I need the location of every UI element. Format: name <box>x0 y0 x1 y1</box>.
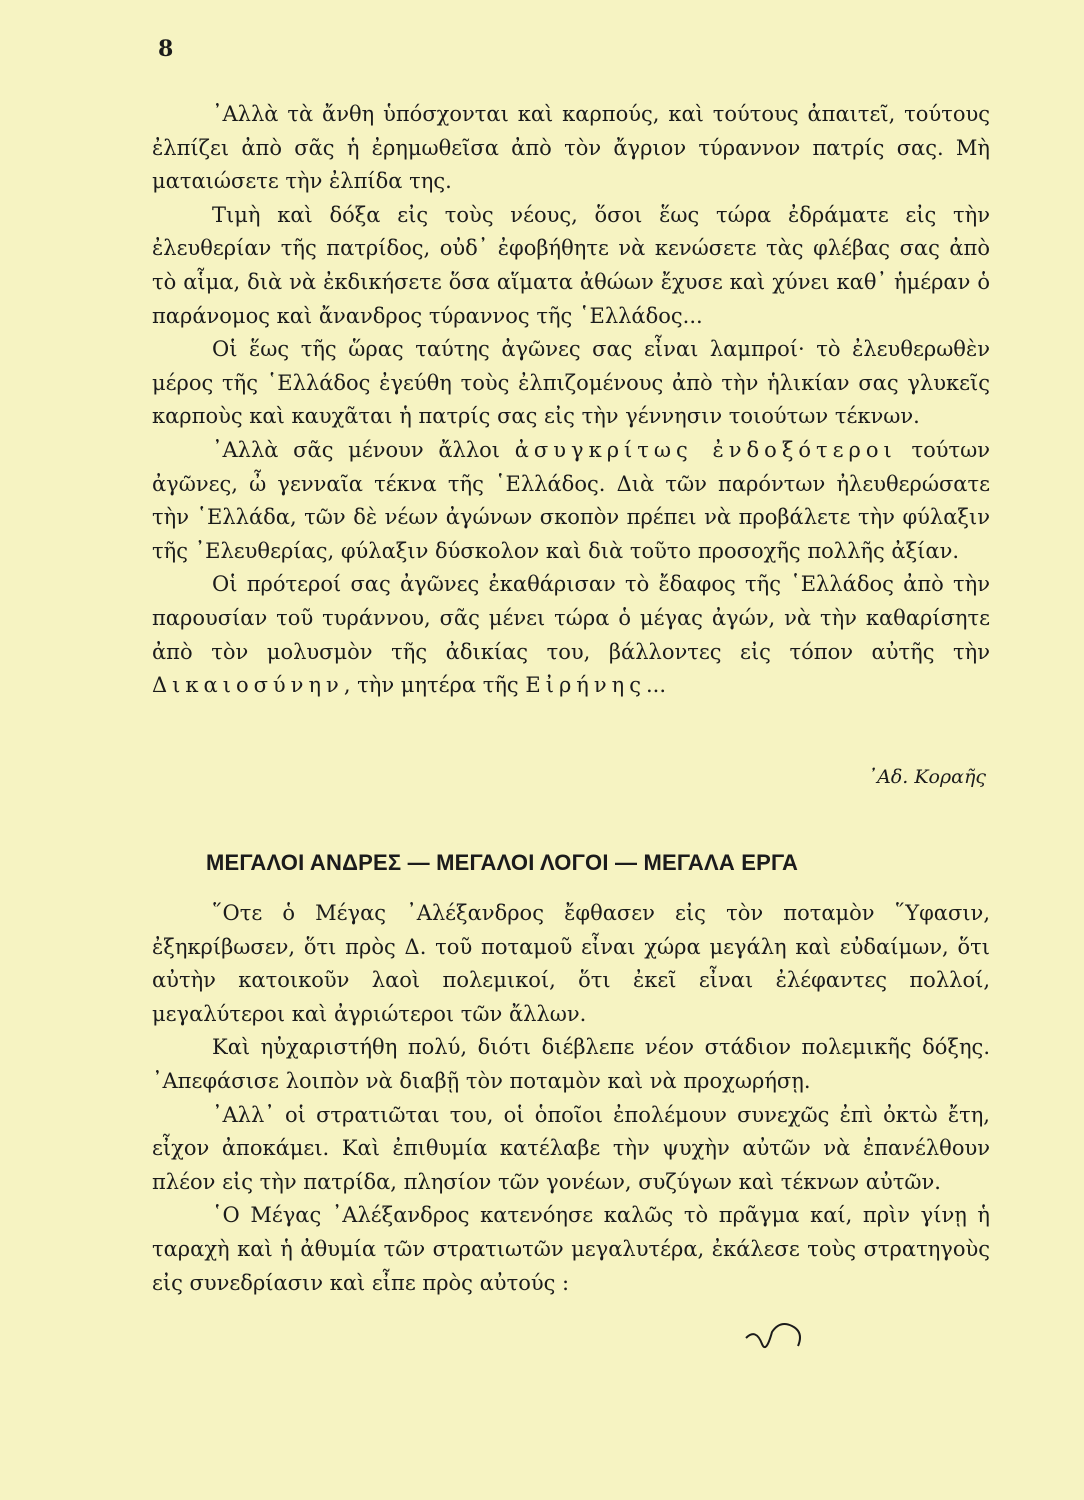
paragraph: Οἱ ἕως τῆς ὥρας ταύτης ἀγῶνες σας εἶναι λαμπροί· τὸ ἐλευθερωθὲν μέρος τῆς ῾Ελλάδος ἐγεύθη τοὺς ἐλπιζομένους ἀπὸ τὴν ἡλικίαν σας γλυκεῖς καρποὺς καὶ καυχᾶται ἡ πατρίς σας εἰς τὴν γέννησιν τοιούτων τέκνων. <box>152 337 990 429</box>
paragraph: ᾿Αλλ᾿ οἱ στρατιῶται του, οἱ ὁποῖοι ἐπολέμουν συνεχῶς ἐπὶ ὀκτὼ ἔτη, εἶχον ἀποκάμει. Καὶ ἐπιθυμία κατέλαβε τὴν ψυχὴν αὐτῶν νὰ ἐπανέλθουν πλέον εἰς τὴν πατρίδα, πλησίον τῶν γονέων, συζύγων καὶ τέκνων αὐτῶν. <box>152 1102 990 1194</box>
text-run: Οἱ πρότεροί σας ἀγῶνες ἐκαθάρισαν τὸ ἔδαφος τῆς ῾Ελλάδος ἀπὸ τὴν παρουσίαν τοῦ τυράννου, σᾶς μένει τώρα ὁ μέγας ἀγών, νὰ τὴν καθαρίσητε ἀπὸ τὸν μολυσμὸν τῆς ἀδικίας του, βάλλοντες εἰς τόπον αὐτῆς τὴν <box>152 572 990 664</box>
paragraph: ῞Οτε ὁ Μέγας ᾿Αλέξανδρος ἔφθασεν εἰς τὸν ποταμὸν ῞Υφασιν, ἐξηκρίβωσεν, ὅτι πρὸς Δ. τοῦ ποταμοῦ εἶναι χώρα μεγάλη καὶ εὐδαίμων, ὅτι αὐτὴν κατοικοῦν λαοὶ πολεμικοί, ὅτι ἐκεῖ εἶναι ἐλέφαντες πολλοί, μεγαλύτεροι καὶ ἀγριώτεροι τῶν ἄλλων. <box>152 901 990 1026</box>
page-number: 8 <box>158 36 174 62</box>
text-run: ᾿Αλλὰ σᾶς μένουν ἄλλοι <box>212 437 515 462</box>
alexander-story <box>152 897 990 1300</box>
korais-quote <box>152 98 990 703</box>
text-run: τούτων ἀγῶνες, ὦ γενναῖα τέκνα τῆς ῾Ελλάδος. Διὰ τῶν παρόντων ἠλευθερώσατε τὴν ῾Ελλάδα, τῶν δὲ νέων ἀγώνων σκοπὸν πρέπει νὰ προβάλετε τὴν φύλαξιν τῆς ᾿Ελευθερίας, φύλαξιν δύσκολον καὶ διὰ τοῦτο προσοχῆς πολλῆς ἀξίαν. <box>152 437 991 563</box>
spaced-emphasis: Δικαιοσύνην <box>152 673 344 698</box>
paragraph: ῾Ο Μέγας ᾿Αλέξανδρος κατενόησε καλῶς τὸ πρᾶγμα καί, πρὶν γίνῃ ἡ ταραχὴ καὶ ἡ ἀθυμία τῶν στρατιωτῶν μεγαλυτέρα, ἐκάλεσε τοὺς στρατηγοὺς εἰς συνεδρίασιν καὶ εἶπε πρὸς αὐτούς : <box>152 1203 990 1295</box>
spaced-emphasis: Εἰρήνης <box>525 673 646 698</box>
handwritten-mark-icon <box>742 1318 812 1358</box>
paragraph: ᾿Αλλὰ τὰ ἄνθη ὑπόσχονται καὶ καρπούς, καὶ τούτους ἀπαιτεῖ, τούτους ἐλπίζει ἀπὸ σᾶς ἡ ἐρημωθεῖσα ἀπὸ τὸν ἄγριον τύραννον πατρίς σας. Μὴ ματαιώσετε τὴν ἐλπίδα της. <box>152 102 990 194</box>
paragraph <box>152 568 990 702</box>
section-heading: ΜΕΓΑΛΟΙ ΑΝΔΡΕΣ — ΜΕΓΑΛΟΙ ΛΟΓΟΙ — ΜΕΓΑΛΑ ΕΡΓΑ <box>206 850 799 875</box>
text-run: ... <box>645 673 667 698</box>
paragraph: Καὶ ηὐχαριστήθη πολύ, διότι διέβλεπε νέον στάδιον πολεμικῆς δόξης. ᾿Απεφάσισε λοιπὸν νὰ διαβῇ τὸν ποταμὸν καὶ νὰ προχωρήσῃ. <box>152 1035 990 1093</box>
spaced-emphasis: ἀσυγκρίτως ἐνδοξότεροι <box>514 437 897 462</box>
paragraph <box>152 434 990 568</box>
text-run: , τὴν μητέρα τῆς <box>343 673 526 698</box>
author-signature: ᾿Αδ. Κοραῆς <box>867 766 986 788</box>
paragraph: Τιμὴ καὶ δόξα εἰς τοὺς νέους, ὅσοι ἕως τώρα ἐδράματε εἰς τὴν ἐλευθερίαν τῆς πατρίδος, οὐδ᾿ ἐφοβήθητε νὰ κενώσετε τὰς φλέβας σας ἀπὸ τὸ αἷμα, διὰ νὰ ἐκδικήσετε ὅσα αἵματα ἀθώων ἔχυσε καὶ χύνει καθ᾿ ἡμέραν ὁ παράνομος καὶ ἄνανδρος τύραννος τῆς ῾Ελλάδος... <box>152 202 990 328</box>
